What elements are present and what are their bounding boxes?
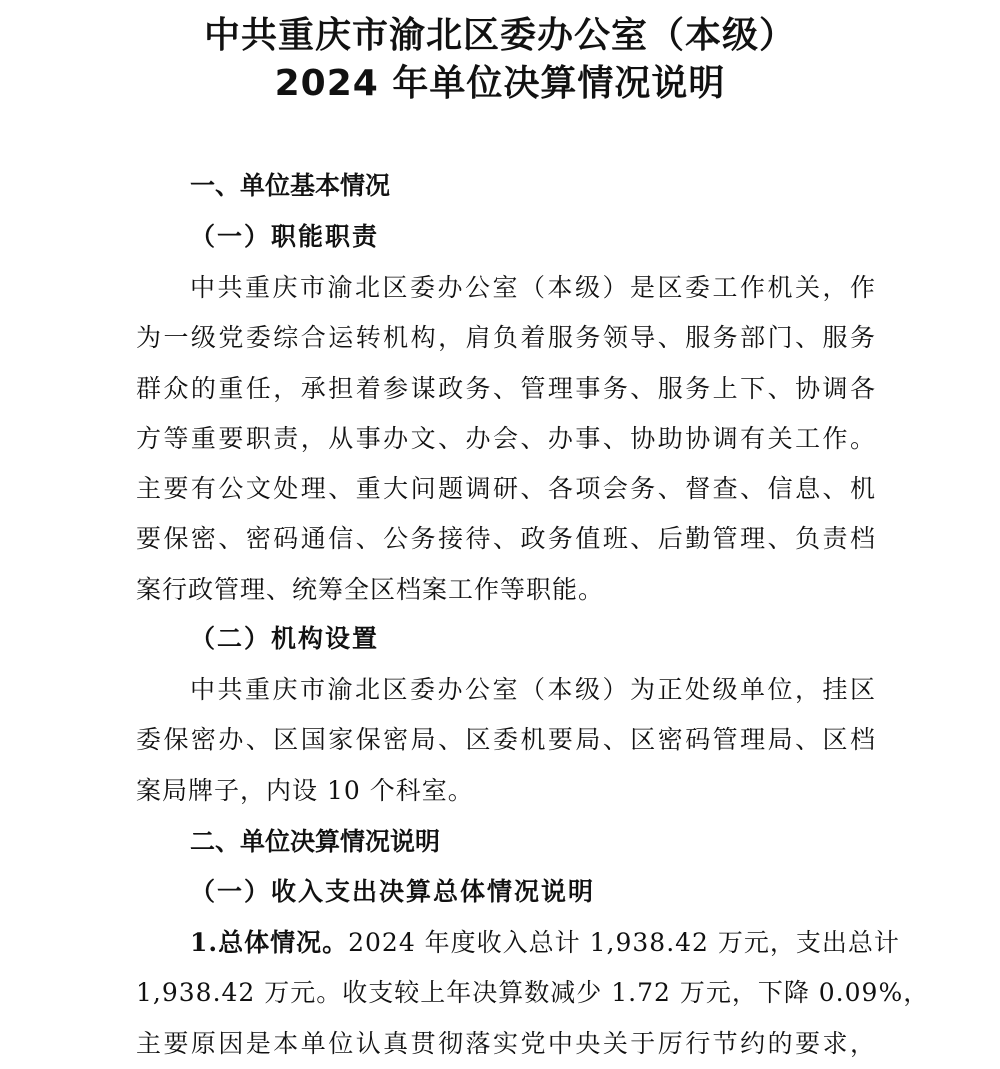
paragraph-line: 中共重庆市渝北区委办公室（本级）是区委工作机关，作	[190, 273, 876, 302]
section1-heading: 一、单位基本情况	[190, 171, 391, 200]
paragraph-line: 1,938.42 万元。收支较上年决算数减少 1.72 万元，下降 0.09%，	[136, 978, 930, 1008]
paragraph-line: 要保密、密码通信、公务接待、政务值班、后勤管理、负责档	[136, 524, 876, 554]
paragraph-line: 群众的重任，承担着参谋政务、管理事务、服务上下、协调各	[136, 373, 876, 403]
paragraph-line	[136, 918, 900, 968]
overview-line1-text: 2024 年度收入总计 1,938.42 万元，支出总计	[348, 928, 900, 957]
document-title-line1: 中共重庆市渝北区委办公室（本级）	[203, 15, 796, 56]
overview-lead: 1.总体情况。	[190, 928, 349, 957]
paragraph-line: 为一级党委综合运转机构，肩负着服务领导、服务部门、服务	[136, 323, 876, 353]
paragraph-line: 委保密办、区国家保密局、区委机要局、区密码管理局、区档	[136, 725, 876, 755]
paragraph-line: 方等重要职责，从事办文、办会、办事、协助协调有关工作。	[136, 423, 876, 453]
paragraph-line: 中共重庆市渝北区委办公室（本级）为正处级单位，挂区	[190, 675, 876, 704]
paragraph-line: 主要原因是本单位认真贯彻落实党中央关于厉行节约的要求，	[136, 1028, 876, 1058]
paragraph-line: 主要有公文处理、重大问题调研、各项会务、督查、信息、机	[136, 474, 876, 504]
section1-sub2-heading: （二）机构设置	[190, 624, 380, 653]
document-title-line2: 2024 年单位决算情况说明	[274, 63, 726, 104]
section2-sub1-heading: （一）收入支出决算总体情况说明	[190, 877, 596, 906]
paragraph-line: 案行政管理、统筹全区档案工作等职能。	[136, 574, 605, 604]
organization-paragraph	[136, 665, 876, 816]
overview-paragraph	[136, 918, 930, 1069]
section2-heading: 二、单位决算情况说明	[190, 827, 441, 856]
duties-paragraph	[136, 263, 876, 615]
section1-sub1-heading: （一）职能职责	[190, 222, 380, 251]
paragraph-line: 案局牌子，内设 10 个科室。	[136, 775, 474, 805]
